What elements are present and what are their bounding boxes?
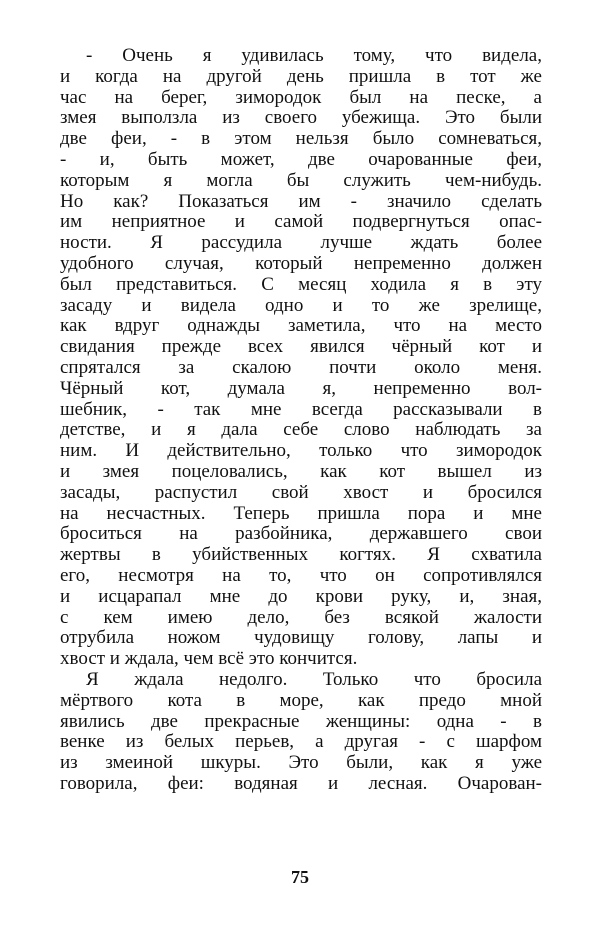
text-line: и когда на другой день пришла в тот же bbox=[60, 65, 542, 87]
text-line: - и, быть может, две очарованные феи, bbox=[60, 148, 542, 170]
text-line: и исцарапал мне до крови руку, и, зная, bbox=[60, 585, 542, 607]
text-line: хвост и ждала, чем всё это кончится. bbox=[60, 648, 358, 670]
text-line: жертвы в убийственных когтях. Я схватила bbox=[60, 544, 542, 566]
text-line: говорила, феи: водяная и лесная. Очарован- bbox=[60, 772, 542, 794]
text-line: засады, распустил свой хвост и бросился bbox=[60, 481, 542, 503]
text-line: Но как? Показаться им - значило сделать bbox=[60, 190, 542, 212]
text-line: был представиться. С месяц ходила я в эту bbox=[60, 273, 542, 295]
text-line: спрятался за скалою почти около меня. bbox=[60, 356, 542, 378]
text-line: детстве, и я дала себе слово наблюдать за bbox=[60, 419, 542, 441]
text-line: из змеиной шкуры. Это были, как я уже bbox=[60, 752, 542, 774]
text-line: как вдруг однажды заметила, что на место bbox=[60, 315, 542, 337]
text-line: и змея поцеловались, как кот вышел из bbox=[60, 460, 542, 482]
text-line: шебник, - так мне всегда рассказывали в bbox=[60, 398, 542, 420]
text-line: удобного случая, который непременно должен bbox=[60, 252, 542, 274]
text-line: венке из белых перьев, а другая - с шарфом bbox=[60, 731, 542, 753]
text-line: Чёрный кот, думала я, непременно вол- bbox=[60, 377, 542, 399]
text-line: ним. И действительно, только что зимородок bbox=[60, 440, 542, 462]
text-line: ности. Я рассудила лучше ждать более bbox=[60, 232, 542, 254]
text-line: змея выползла из своего убежища. Это были bbox=[60, 107, 542, 129]
text-line: его, несмотря на то, что он сопротивлялся bbox=[60, 564, 542, 586]
text-line: час на берег, зимородок был на песке, а bbox=[60, 86, 542, 108]
text-line: с кем имею дело, без всякой жалости bbox=[60, 606, 542, 628]
text-line: две феи, - в этом нельзя было сомневаться, bbox=[60, 128, 542, 150]
text-line: засаду и видела одно и то же зрелище, bbox=[60, 294, 542, 316]
page-number: 75 bbox=[291, 867, 309, 887]
text-line: отрубила ножом чудовищу голову, лапы и bbox=[60, 627, 542, 649]
text-line: свидания прежде всех явился чёрный кот и bbox=[60, 336, 542, 358]
text-line: им неприятное и самой подвергнуться опас- bbox=[60, 211, 542, 233]
body-text bbox=[60, 46, 542, 795]
text-line: Я ждала недолго. Только что бросила bbox=[86, 668, 542, 690]
text-line: которым я могла бы служить чем-нибудь. bbox=[60, 169, 542, 191]
text-line: явились две прекрасные женщины: одна - в bbox=[60, 710, 542, 732]
text-line: на несчастных. Теперь пришла пора и мне bbox=[60, 502, 542, 524]
text-line: мёртвого кота в море, как предо мной bbox=[60, 689, 542, 711]
text-line: - Очень я удивилась тому, что видела, bbox=[86, 45, 542, 66]
text-line: броситься на разбойника, державшего свои bbox=[60, 523, 542, 545]
